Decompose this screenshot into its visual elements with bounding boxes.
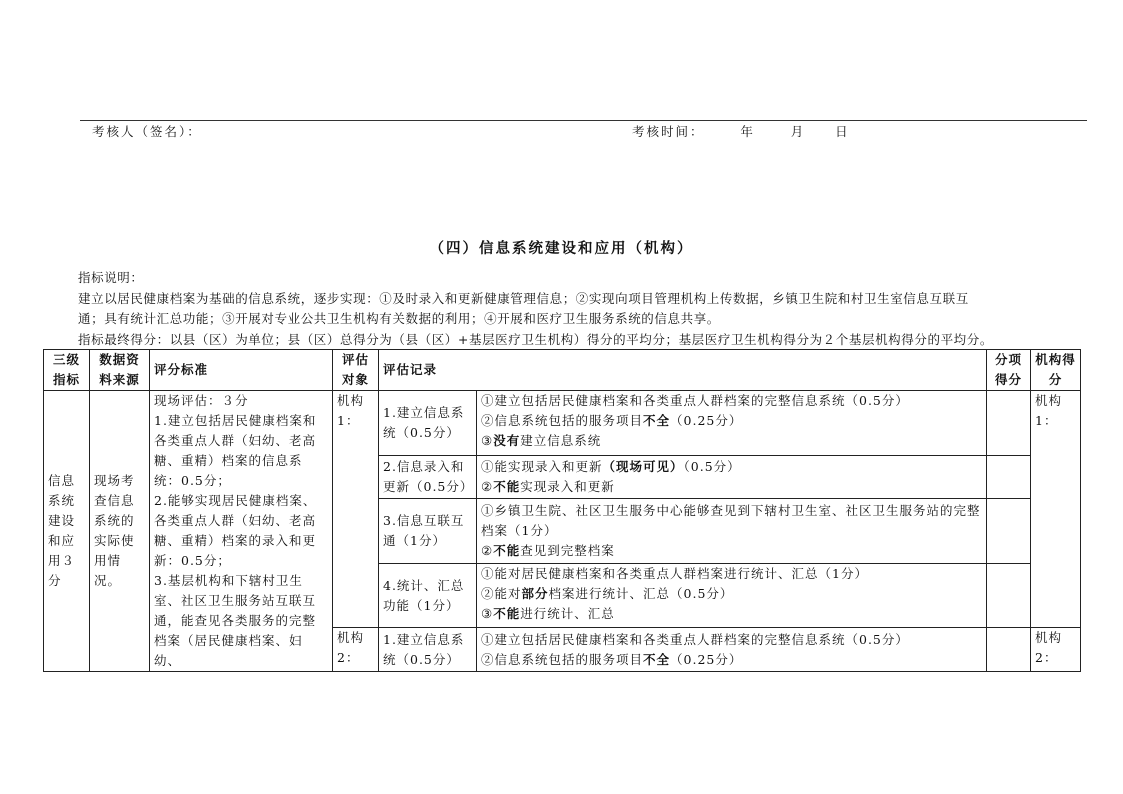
table-header-row: [44, 350, 1081, 391]
header-org-score: 机构得分: [1031, 350, 1081, 391]
signer-label: 考核人（签名）：: [92, 124, 202, 139]
source-cell: 现场考查信息系统的实际使用情况。: [90, 391, 150, 672]
record-option: ②能对部分档案进行统计、汇总（0.5分）: [481, 585, 734, 601]
org2-target: 机构2：: [333, 628, 379, 672]
item-score-cell[interactable]: [987, 499, 1031, 564]
record-option: ②不能查见到完整档案: [481, 542, 615, 558]
table-row: [44, 391, 1081, 456]
item-score-cell[interactable]: [987, 391, 1031, 456]
item-score-cell[interactable]: [987, 563, 1031, 628]
description-label: 指标说明：: [78, 270, 144, 285]
item-score-cell[interactable]: [987, 628, 1031, 672]
item-label: 1.建立信息系统（0.5分）: [379, 391, 477, 456]
description-line-2: 通；具有统计汇总功能；③开展对专业公共卫生机构有关数据的利用；④开展和医疗卫生服务系统的信息共享。: [78, 311, 720, 326]
org2-score-cell[interactable]: 机构2：: [1031, 628, 1081, 672]
record-cell: [477, 455, 987, 498]
indicator-cell: 信息系统建设和应用３分: [44, 391, 90, 672]
org1-target: 机构1：: [333, 391, 379, 628]
record-option: ③没有建立信息系统: [481, 433, 602, 448]
header-item-score: 分项得分: [987, 350, 1031, 391]
record-option: ①能对居民健康档案和各类重点人群档案进行统计、汇总（1分）: [481, 565, 868, 581]
header-record: 评估记录: [379, 350, 987, 391]
record-option: ②信息系统包括的服务项目不全（0.25分）: [481, 651, 743, 667]
record-cell: [477, 628, 987, 672]
item-label: 4.统计、汇总功能（1分）: [379, 563, 477, 628]
header-source: 数据资料来源: [90, 350, 150, 391]
header-target: 评估对象: [333, 350, 379, 391]
record-option: ①建立包括居民健康档案和各类重点人群档案的完整信息系统（0.5分）: [481, 631, 909, 647]
record-cell: [477, 391, 987, 456]
top-rule: [80, 120, 1087, 121]
record-option: ①建立包括居民健康档案和各类重点人群档案的完整信息系统（0.5分）: [481, 393, 909, 408]
year-label: 年: [740, 124, 755, 139]
month-label: 月: [790, 124, 806, 139]
record-option: ②信息系统包括的服务项目不全（0.25分）: [481, 413, 743, 428]
record-option: ②不能实现录入和更新: [481, 478, 615, 494]
indicator-description: [78, 268, 1068, 350]
criteria-cell: 现场评估：３分 1.建立包括居民健康档案和各类重点人群（妇幼、老高糖、重精）档案的信息系统：0.5分； 2.能够实现居民健康档案、各类重点人群（妇幼、老高糖、重精）档案的录入和更新：0.5分； 3.基层机构和下辖村卫生室、社区卫生服务站互联互通，能查见各类服务的完整档案（居民健康档案、妇幼、: [150, 391, 333, 672]
record-option: ①乡镇卫生院、社区卫生服务中心能够查见到下辖村卫生室、社区卫生服务站的完整档案（1分）: [481, 502, 981, 538]
org1-score-cell[interactable]: 机构1：: [1031, 391, 1081, 628]
final-score-note: 指标最终得分：以县（区）为单位；县（区）总得分为（县（区）+基层医疗卫生机构）得分的平均分；基层医疗卫生机构得分为２个基层机构得分的平均分。: [78, 331, 993, 347]
section-title: （四）信息系统建设和应用（机构）: [429, 240, 694, 257]
record-cell: [477, 499, 987, 564]
header-level3: 三级指标: [44, 350, 90, 391]
item-label: 2.信息录入和更新（0.5分）: [379, 455, 477, 498]
assessment-table: [43, 349, 1081, 672]
description-line-1: 建立以居民健康档案为基础的信息系统，逐步实现：①及时录入和更新健康管理信息；②实现向项目管理机构上传数据，乡镇卫生院和村卫生室信息互联互: [78, 290, 969, 306]
review-time-label: 考核时间：: [632, 124, 705, 139]
day-label: 日: [835, 124, 850, 139]
record-option: ③不能进行统计、汇总: [481, 605, 615, 621]
record-option: ①能实现录入和更新（现场可见）（0.5分）: [481, 458, 741, 474]
item-label: 1.建立信息系统（0.5分）: [379, 628, 477, 672]
header-criteria: 评分标准: [150, 350, 333, 391]
item-label: 3.信息互联互通（1分）: [379, 499, 477, 564]
review-time: [632, 122, 850, 140]
record-cell: [477, 563, 987, 628]
item-score-cell[interactable]: [987, 455, 1031, 498]
